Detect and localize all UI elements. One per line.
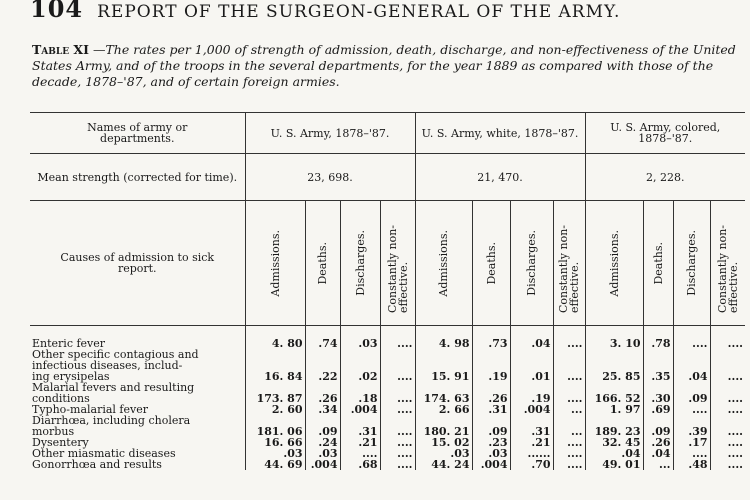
rate-cell: .23 — [472, 437, 510, 448]
mean-strength-value: 21, 470. — [415, 154, 585, 201]
rate-cell: .... — [673, 338, 710, 349]
group-header: U. S. Army, white, 1878–'87. — [415, 113, 585, 154]
rate-cell: 1. 97 — [585, 404, 643, 415]
rate-cell — [585, 349, 643, 360]
cause-label: Other specific contagious and — [32, 348, 199, 361]
rate-cell: .31 — [472, 404, 510, 415]
subcolumn-header — [340, 201, 380, 326]
rate-cell: 44. 69 — [245, 459, 305, 470]
rate-cell: 15. 91 — [415, 371, 472, 382]
rate-cell: 181. 06 — [245, 426, 305, 437]
rate-cell: .68 — [340, 459, 380, 470]
rate-cell — [305, 349, 340, 360]
rate-cell: .03 — [340, 338, 380, 349]
rate-cell: .70 — [510, 459, 553, 470]
rate-cell — [643, 349, 673, 360]
subcolumn-label: Admissions. — [437, 229, 450, 297]
rate-cell: .21 — [510, 437, 553, 448]
rate-cell: .... — [380, 448, 415, 459]
rate-cell: .09 — [305, 426, 340, 437]
rate-cell: 16. 66 — [245, 437, 305, 448]
mean-strength-value: 23, 698. — [245, 154, 415, 201]
subcolumn-header — [673, 201, 710, 326]
rate-cell: .03 — [415, 448, 472, 459]
rate-cell — [245, 349, 305, 360]
rate-cell — [472, 349, 510, 360]
rate-cell: .24 — [305, 437, 340, 448]
rate-cell: .... — [380, 338, 415, 349]
rate-cell: .09 — [643, 426, 673, 437]
mean-strength-value: 2, 228. — [585, 154, 745, 201]
subcolumn-header — [245, 201, 305, 326]
rate-cell: .48 — [673, 459, 710, 470]
subcolumn-header — [380, 201, 415, 326]
rate-cell: ... — [643, 459, 673, 470]
cause-label: Other miasmatic diseases — [32, 447, 176, 460]
rate-cell: .... — [380, 426, 415, 437]
rate-cell: .03 — [245, 448, 305, 459]
subcolumn-header — [472, 201, 510, 326]
rate-cell: ...... — [510, 448, 553, 459]
rate-cell: .004 — [510, 404, 553, 415]
rate-cell: .74 — [305, 338, 340, 349]
rate-cell: 166. 52 — [585, 393, 643, 404]
cause-label: infectious diseases, includ- — [32, 359, 183, 372]
rate-cell: .04 — [643, 448, 673, 459]
subcolumn-label: Admissions. — [268, 229, 282, 297]
rates-table — [30, 112, 745, 470]
rate-cell: .19 — [472, 371, 510, 382]
rate-cell: 32. 45 — [585, 437, 643, 448]
subcolumn-label: Discharges. — [685, 230, 698, 296]
rate-cell: .... — [380, 404, 415, 415]
rate-cell: .... — [380, 393, 415, 404]
rate-cell: .31 — [510, 426, 553, 437]
rate-cell: .... — [673, 404, 710, 415]
table-row — [30, 459, 745, 470]
rate-cell: .... — [553, 393, 585, 404]
rate-cell: .... — [380, 437, 415, 448]
rate-cell: .19 — [510, 393, 553, 404]
rate-cell — [710, 349, 745, 360]
cause-label: Malarial fevers and resulting — [32, 381, 195, 394]
rate-cell: .... — [553, 459, 585, 470]
rate-cell: .26 — [643, 437, 673, 448]
cause-label: Gonorrhœa and results — [32, 458, 162, 471]
rate-cell: .17 — [673, 437, 710, 448]
caption-label: Table XI — [32, 42, 89, 57]
subcolumn-header — [553, 201, 585, 326]
rate-cell: .03 — [472, 448, 510, 459]
subcolumn-header — [710, 201, 745, 326]
rate-cell: .21 — [340, 437, 380, 448]
rate-cell: .... — [710, 437, 745, 448]
rate-cell: 15. 02 — [415, 437, 472, 448]
rate-cell: .39 — [673, 426, 710, 437]
rate-cell: 49. 01 — [585, 459, 643, 470]
page-number: 104 — [30, 0, 84, 23]
rate-cell: .... — [380, 371, 415, 382]
rate-cell: .26 — [305, 393, 340, 404]
subcolumn-label: Constantly non-effective. — [385, 225, 410, 313]
rate-cell — [415, 349, 472, 360]
rate-cell: .... — [553, 338, 585, 349]
rate-cell: .... — [710, 426, 745, 437]
subcolumn-label: Constantly non-effective. — [557, 225, 581, 313]
rate-cell: .03 — [305, 448, 340, 459]
rate-cell: .34 — [305, 404, 340, 415]
rate-cell: .22 — [305, 371, 340, 382]
caption-text: —The rates per 1,000 of strength of admission, death, discharge, and non-effectiveness of the United States Army, and of the troops in the several departments, for the year 1889 as compared with those of the decade, 1878–'87, and of certain foreign armies. — [32, 42, 736, 89]
rate-cell: .09 — [472, 426, 510, 437]
subcolumn-label: Deaths. — [651, 241, 665, 285]
rate-cell: .... — [553, 448, 585, 459]
rate-cell: .26 — [472, 393, 510, 404]
rate-cell: .09 — [673, 393, 710, 404]
subcolumn-header — [643, 201, 673, 326]
rate-cell — [340, 349, 380, 360]
rate-cell: .... — [673, 448, 710, 459]
rate-cell: .30 — [643, 393, 673, 404]
mean-strength-label: Mean strength (corrected for time). — [30, 154, 245, 201]
table-caption — [32, 42, 747, 90]
rate-cell — [553, 349, 585, 360]
cause-label: morbus — [32, 425, 75, 438]
rate-cell: 3. 10 — [585, 338, 643, 349]
rate-cell: 16. 84 — [245, 371, 305, 382]
rate-cell: .... — [553, 437, 585, 448]
subcolumn-header — [510, 201, 553, 326]
rate-cell: .02 — [340, 371, 380, 382]
rate-cell: .... — [710, 371, 745, 382]
rate-cell — [380, 349, 415, 360]
rate-cell: .18 — [340, 393, 380, 404]
cause-label: Typho-malarial fever — [32, 403, 148, 416]
subcolumn-label: Admissions. — [607, 229, 621, 297]
rate-cell: .73 — [472, 338, 510, 349]
rate-cell: ... — [553, 426, 585, 437]
rate-cell: .04 — [673, 371, 710, 382]
subcolumn-header — [415, 201, 472, 326]
rate-cell: .... — [553, 371, 585, 382]
cause-label: conditions — [32, 392, 90, 405]
rate-cell: .04 — [510, 338, 553, 349]
rate-cell: 4. 80 — [245, 338, 305, 349]
rate-cell: 2. 60 — [245, 404, 305, 415]
rate-cell: 25. 85 — [585, 371, 643, 382]
cause-label: Diarrhœa, including cholera — [32, 414, 191, 427]
rate-cell: .004 — [340, 404, 380, 415]
rate-cell: .... — [380, 459, 415, 470]
rate-cell: .35 — [643, 371, 673, 382]
rate-cell: 2. 66 — [415, 404, 472, 415]
rate-cell: .004 — [472, 459, 510, 470]
rate-cell: .... — [710, 404, 745, 415]
cause-label: Enteric fever — [32, 337, 106, 350]
rate-cell: ... — [553, 404, 585, 415]
cause-label: Dysentery — [32, 436, 89, 449]
corner-header: Names of army or departments. — [30, 113, 245, 154]
rate-cell — [673, 349, 710, 360]
rate-cell: .01 — [510, 371, 553, 382]
group-header: U. S. Army, 1878–'87. — [245, 113, 415, 154]
rate-cell: .... — [710, 393, 745, 404]
causes-label: Causes of admission to sick report. — [30, 201, 245, 326]
rate-cell: .... — [710, 448, 745, 459]
subcolumn-header — [585, 201, 643, 326]
running-header — [30, 0, 620, 23]
rate-cell: .... — [710, 459, 745, 470]
rate-cell: .31 — [340, 426, 380, 437]
rate-cell: .... — [710, 338, 745, 349]
rate-cell: .004 — [305, 459, 340, 470]
rate-cell: 189. 23 — [585, 426, 643, 437]
subcolumn-label: Discharges. — [353, 230, 367, 296]
rate-cell: 44. 24 — [415, 459, 472, 470]
cause-label: ing erysipelas — [32, 370, 110, 383]
subcolumn-header — [305, 201, 340, 326]
rate-cell: .04 — [585, 448, 643, 459]
running-title: REPORT OF THE SURGEON-GENERAL OF THE ARMY. — [97, 2, 621, 22]
group-header: U. S. Army, colored, 1878–'87. — [585, 113, 745, 154]
subcolumn-label: Discharges. — [525, 230, 538, 296]
rate-cell: 4. 98 — [415, 338, 472, 349]
rate-cell: 173. 87 — [245, 393, 305, 404]
rate-cell: 174. 63 — [415, 393, 472, 404]
rate-cell: .... — [340, 448, 380, 459]
rate-cell: 180. 21 — [415, 426, 472, 437]
subcolumn-label: Constantly non-effective. — [715, 225, 740, 313]
subcolumn-label: Deaths. — [484, 241, 498, 285]
rate-cell: .69 — [643, 404, 673, 415]
rate-cell: .78 — [643, 338, 673, 349]
subcolumn-label: Deaths. — [316, 241, 329, 285]
rate-cell — [510, 349, 553, 360]
